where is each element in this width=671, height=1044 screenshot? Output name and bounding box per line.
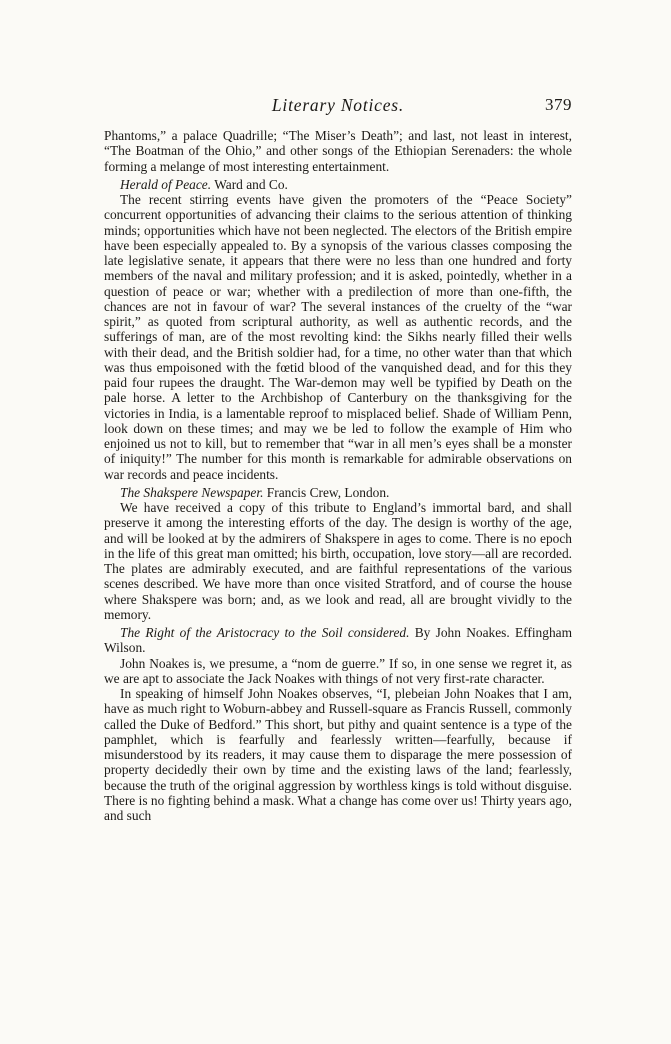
article-body <box>104 128 572 823</box>
paragraph: John Noakes is, we presume, a “nom de guerre.” If so, in one sense we regret it, as we are apt to associate the Jack Noakes with things of not very first-rate character. <box>104 655 572 686</box>
publication-title: The Right of the Aristocracy to the Soil considered. <box>120 625 410 640</box>
page-header <box>104 95 572 119</box>
publisher: Francis Crew, London. <box>263 484 390 500</box>
publisher: By John Noakes. Effingham Wilson. <box>104 625 572 656</box>
paragraph: The recent stirring events have given the promoters of the “Peace Society” concurrent opportunities of advancing their claims to the serious attention of thinking minds; opportunities which have not been neglected. The electors of the British empire have been especially appealed to. By a synopsis of the various classes composing the late legislative senate, it appears that there were no less than one hundred and forty members of the naval and military profession; and it is asked, pointedly, whether in a question of peace or war; whether with a predilection of more than one-fifth, the chances are not in favour of war? The several instances of the cruelty of the “war spirit,” as quoted from scriptural authority, as well as authentic records, and the sufferings of man, are of the most revolting kind: the Sikhs nearly filled their wells with their dead, and the British soldier had, for a time, no other water than that which was thus empoisoned with the fœtid blood of the vanquished dead, and for this they paid four rupees the draught. The War-demon may well be typified by Death on the pale horse. A letter to the Archbishop of Canterbury on the thanksgiving for the victories in India, is a lamentable reproof to misplaced belief. Shade of William Penn, look down on these times; and may we be led to follow the example of Him who enjoined us not to kill, but to remember that “war in all men’s eyes shall be a monster of iniquity!” The number for this month is remarkable for admirable observations on war records and peace incidents. <box>104 192 572 482</box>
publisher: Ward and Co. <box>211 176 288 192</box>
publication-title: The Shakspere Newspaper. <box>120 484 264 500</box>
notice-heading-herald-of-peace <box>104 177 572 192</box>
notice-heading-right-of-aristocracy <box>104 625 572 656</box>
paragraph: In speaking of himself John Noakes observes, “I, plebeian John Noakes that I am, have as much right to Woburn-abbey and Russell-square as Francis Russell, commonly called the Duke of Bedford.” This short, but pithy and quaint sentence is a type of the pamphlet, which is fearfully and fearlessly written—fearfully, because if misunderstood by its readers, it may cause them to disparage the mere possession of property decidedly their own by time and the existing laws of the land; fearlessly, because the truth of the original aggression by worthless kings is told without disguise. There is no fighting behind a mask. What a change has come over us! Thirty years ago, and such <box>104 686 572 823</box>
running-title: Literary Notices. <box>271 95 405 115</box>
paragraph: We have received a copy of this tribute to England’s immortal bard, and shall preserve it among the interesting efforts of the day. The design is worthy of the age, and will be looked at by the admirers of Shakspere in ages to come. There is no epoch in the life of this great man omitted; his birth, occupation, love story—all are recorded. The plates are admirably executed, and are faithful representations of the various scenes described. We have more than once visited Stratford, and of course the house where Shakspere was born; and, as we look and read, all are brought vividly to the memory. <box>104 500 572 622</box>
page-number: 379 <box>545 95 572 114</box>
paragraph-continued: Phantoms,” a palace Quadrille; “The Miser’s Death”; and last, not least in interest, “The Boatman of the Ohio,” and other songs of the Ethiopian Serenaders: the whole forming a melange of most interesting entertainment. <box>104 128 572 174</box>
publication-title: Herald of Peace. <box>120 176 212 192</box>
notice-heading-shakspere-newspaper <box>104 485 572 500</box>
